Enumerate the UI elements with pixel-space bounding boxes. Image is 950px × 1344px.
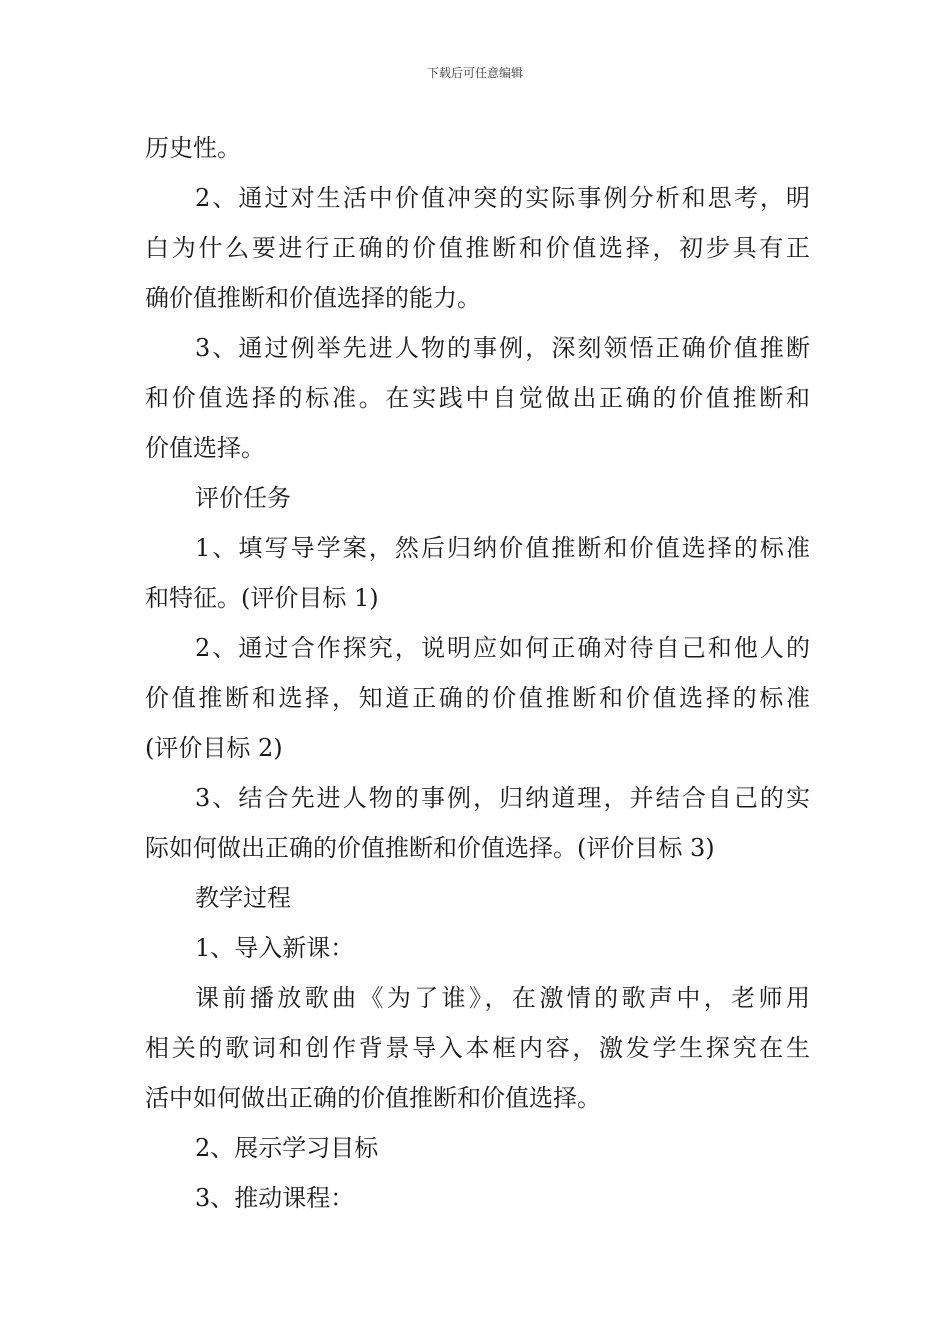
page-header: 下载后可任意编辑	[426, 66, 523, 80]
paragraph-line: 2、通过对生活中价值冲突的实际事例分析和思考，明	[195, 184, 810, 212]
paragraph-line: 1、导入新课：	[195, 934, 355, 962]
paragraph-line: 和价值选择的标准。在实践中自觉做出正确的价值推断和	[145, 384, 810, 412]
section-heading: 教学过程	[195, 884, 291, 912]
paragraph-line: 相关的歌词和创作背景导入本框内容，激发学生探究在生	[145, 1034, 810, 1062]
paragraph-line: 际如何做出正确的价值推断和价值选择。(评价目标 3)	[145, 834, 715, 862]
paragraph-line: 活中如何做出正确的价值推断和价值选择。	[145, 1084, 601, 1112]
paragraph-line: (评价目标 2)	[145, 734, 283, 762]
paragraph-line: 2、通过合作探究，说明应如何正确对待自己和他人的	[195, 634, 810, 662]
paragraph-line: 3、推动课程：	[195, 1184, 355, 1212]
paragraph-line: 1、填写导学案，然后归纳价值推断和价值选择的标准	[195, 534, 810, 562]
paragraph-line: 3、通过例举先进人物的事例，深刻领悟正确价值推断	[195, 334, 810, 362]
paragraph-line: 历史性。	[145, 134, 241, 162]
section-heading: 评价任务	[195, 484, 291, 512]
paragraph-line: 白为什么要进行正确的价值推断和价值选择，初步具有正	[145, 234, 810, 262]
paragraph-line: 3、结合先进人物的事例，归纳道理，并结合自己的实	[195, 784, 810, 812]
paragraph-line: 确价值推断和价值选择的能力。	[145, 284, 481, 312]
paragraph-line: 价值选择。	[145, 434, 265, 462]
paragraph-line: 2、展示学习目标	[195, 1134, 379, 1162]
paragraph-line: 价值推断和选择，知道正确的价值推断和价值选择的标准	[145, 684, 810, 712]
document-body	[145, 123, 810, 1223]
paragraph-line: 和特征。(评价目标 1)	[145, 584, 379, 612]
paragraph-line: 课前播放歌曲《为了谁》，在激情的歌声中，老师用	[195, 984, 810, 1012]
